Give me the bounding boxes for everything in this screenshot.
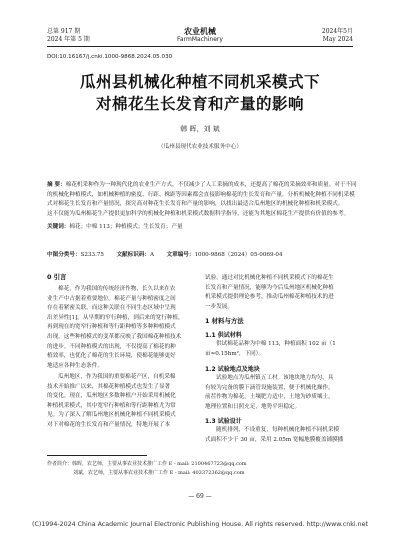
- text-line: 对下对棉花的生长发育和产量情况，特地开展了本: [47, 421, 171, 428]
- issue-date: 2024年5月: [321, 28, 353, 35]
- design-paragraph: [205, 426, 355, 445]
- section-heading-methods: 1 材料与方法: [205, 317, 244, 325]
- issue-year: 2024 年第 5 期: [47, 36, 90, 43]
- article-number-label: 文章编号：: [166, 252, 195, 258]
- abstract: [47, 181, 357, 219]
- abstract-label: 摘 要：: [47, 182, 66, 188]
- abstract-line: 式对棉花生长发育和产量情况，探究高对种花生长发育和产量的影响，以找出最适合瓜州地区的机械化种植和机采模式。: [47, 201, 344, 208]
- text-line: 有较为完备的膜下滴管设施装置，便于机械化操作，: [205, 384, 334, 391]
- text-line: 长发育和产量情况，能够为今后瓜州地区机械化种植: [205, 284, 334, 291]
- text-line: 棉花，作为我国的传统经济作物，长久以来在农: [58, 286, 176, 292]
- text-line: 的进步。不同种植模式的出现，不仅提高了棉花的种: [47, 343, 176, 350]
- abstract-line: 的机械化种植模式，如机械种植的密度、行距、株距等因素都会直接影响棉花的生长发育和产量。分析机械化种植不同机采模: [47, 191, 355, 198]
- issue-date-en: May 2024: [322, 36, 353, 43]
- text-line: 亩≈0.15hm²，下同）。: [205, 350, 265, 357]
- text-line: 供试棉花品种为中棉 113，种植面积 102 亩（1: [216, 341, 336, 347]
- text-line: 出差异性[1]。从早期的窄行种植，到后来的宽行种植，: [47, 314, 184, 321]
- authors: 韩 晖，刘 斌: [180, 125, 220, 133]
- clc-label: 中图分类号：: [47, 252, 81, 258]
- text-line: 地适应各种生态条件。: [47, 362, 103, 369]
- issue-number: 总第 917 期: [47, 28, 81, 35]
- text-line: 试验地点为瓜州镇五工村。该地块地力均匀，具: [216, 375, 334, 381]
- subsection-heading-materials: 1.1 供试材料: [205, 332, 242, 339]
- text-line: 瓜州地区，作为我国的重要棉花产区，自机采棉: [58, 374, 176, 380]
- text-line: 机采模式提供理论参考，推动瓜州棉花种植技术的进: [205, 294, 334, 301]
- keywords-label: 关键词：: [47, 224, 70, 230]
- abstract-line: 棉花机采种作为一种现代化的农业生产方式，不仅减少了人工采摘的成本，还提高了棉花的采摘效率和质量。对于不同: [65, 182, 357, 188]
- intro-paragraph-3: [205, 274, 355, 312]
- materials-paragraph: [205, 340, 355, 359]
- article-title-line2: 对棉花生长发育和产量的影响: [95, 95, 304, 113]
- intro-paragraph-1: [47, 285, 199, 371]
- text-line: 前茬作物为棉花，土壤肥力适中，土地为砂质壤土，: [205, 394, 334, 401]
- page-number: — 69 —: [188, 493, 212, 500]
- text-line: 地理位置和日照充足，地势平坦稳定。: [205, 403, 301, 410]
- text-line: 试验。通过对比机械化种植不同机采模式下的棉花生: [205, 275, 334, 281]
- doi: DOI:10.16167/j.cnki.1000-9868.2024.05.030: [47, 54, 173, 60]
- abstract-line: 这不仅能为瓜州棉花生产提供更加科学的机械化种植和机采模式数据科学指导，还能为其地区棉花生产提供有价值的参考。: [47, 210, 350, 217]
- header-rule: [47, 46, 353, 47]
- text-line: 出现。这些种植模式的变革都反映了我国棉花种植技术: [47, 333, 182, 340]
- text-line: 种植机采模式，其中宽窄行种植和等行距种植尤为常: [47, 402, 176, 409]
- footnote-rule: [47, 455, 147, 456]
- footnote-line: 刘斌，农艺师，主要从事农业技术推广工作 E - mail: 403372362@qq.com: [73, 470, 245, 476]
- text-line: 随机排列，不设重复，每种机械化种植不同机采模: [216, 427, 340, 433]
- text-line: 的变化。现在，瓜州地区多数种植户开始采用机械化: [47, 393, 176, 400]
- doc-code-value: A: [150, 252, 155, 258]
- article-number-value: 1000-9868（2024）05-0069-04: [194, 252, 283, 258]
- doc-code-label: 文献标识码：: [116, 252, 151, 258]
- subsection-heading-design: 1.3 试验设计: [205, 418, 242, 425]
- subsection-heading-site: 1.2 试验地点及地块: [205, 366, 260, 373]
- classification: [47, 251, 353, 261]
- journal-title-cn: 农业机械: [184, 26, 216, 36]
- keywords-text: 棉花；中棉 113；种植模式；生长发育；产量: [69, 224, 183, 230]
- section-heading-intro: 0 引言: [47, 273, 67, 281]
- text-line: 技术开始推广以来，其棉花种植模式也发生了显著: [47, 383, 171, 390]
- text-line: 存在着紧密关联，而这种关联在不同生态区域中呈现: [47, 305, 176, 312]
- affiliation: （瓜州县现代农业技术服务中心）: [158, 144, 242, 150]
- keywords: [47, 223, 353, 233]
- text-line: 式面积不少于 30 亩，采用 2.05m 宽幅地膜覆盖铺膜播: [205, 436, 344, 443]
- author-footnote: [47, 460, 247, 478]
- text-line: 植效率，也优化了棉花的生长环境，使棉花能够更好: [47, 353, 176, 360]
- article-title-line1: 瓜州县机械化种植不同机采模式下: [79, 73, 320, 91]
- copyright-notice: (C)1994-2024 China Academic Journal Electronic Publishing House. All rights reserved. http://www.cnki.net: [31, 521, 368, 528]
- intro-paragraph-2: [47, 373, 199, 431]
- text-line: 业生产中占据着重要地位。棉花产量与种植密度之间: [47, 295, 176, 302]
- text-line: 见。为了深入了解瓜州地区机械化种植不同机采模式: [47, 412, 176, 419]
- text-line: 一步发展。: [205, 303, 233, 310]
- footnote-line: 作者简介：韩晖，农艺师，主要从事农业技术推广工作 E - mail: 2100467723@qq.com: [47, 461, 247, 467]
- site-paragraph: [205, 374, 355, 412]
- text-line: 再到现在的宽窄行种植和等行距种植等多种种植模式: [47, 324, 176, 331]
- journal-title-en: FarmMachinery: [177, 36, 223, 43]
- clc-value: S233.75: [80, 252, 104, 258]
